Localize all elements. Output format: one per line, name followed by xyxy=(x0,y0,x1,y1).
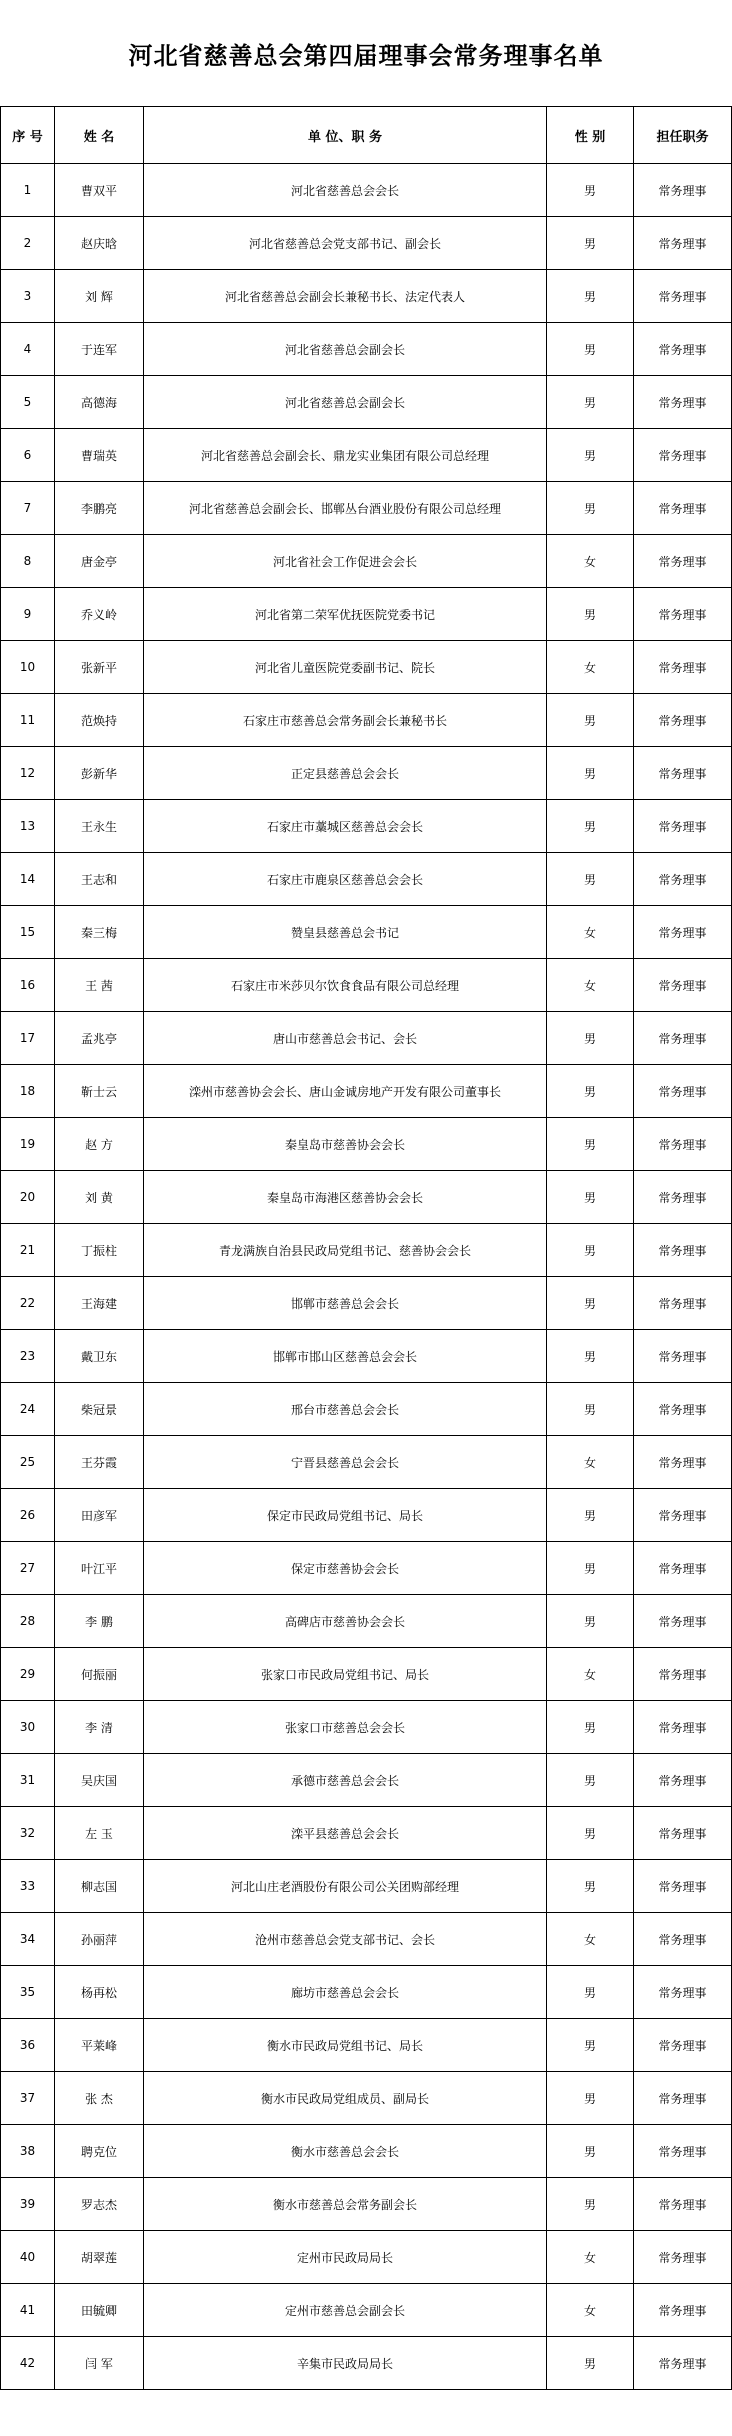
cell-gender: 男 xyxy=(547,1754,634,1807)
table-row xyxy=(1,853,732,906)
cell-index: 27 xyxy=(1,1542,55,1595)
table-row xyxy=(1,1966,732,2019)
cell-name: 王志和 xyxy=(55,853,144,906)
cell-organization-position: 正定县慈善总会会长 xyxy=(144,747,547,800)
table-row xyxy=(1,2284,732,2337)
table-header-row xyxy=(1,107,732,164)
cell-index: 8 xyxy=(1,535,55,588)
cell-organization-position: 河北省第二荣军优抚医院党委书记 xyxy=(144,588,547,641)
cell-role: 常务理事 xyxy=(634,164,732,217)
cell-gender: 男 xyxy=(547,800,634,853)
table-row xyxy=(1,1224,732,1277)
cell-index: 12 xyxy=(1,747,55,800)
cell-name: 李鹏亮 xyxy=(55,482,144,535)
table-row xyxy=(1,1807,732,1860)
cell-index: 1 xyxy=(1,164,55,217)
cell-role: 常务理事 xyxy=(634,1383,732,1436)
cell-organization-position: 衡水市民政局党组成员、副局长 xyxy=(144,2072,547,2125)
table-row xyxy=(1,2019,732,2072)
table-row xyxy=(1,376,732,429)
cell-gender: 男 xyxy=(547,1383,634,1436)
cell-role: 常务理事 xyxy=(634,588,732,641)
cell-gender: 男 xyxy=(547,1277,634,1330)
table-row xyxy=(1,1065,732,1118)
cell-role: 常务理事 xyxy=(634,482,732,535)
cell-index: 32 xyxy=(1,1807,55,1860)
table-row xyxy=(1,1542,732,1595)
cell-role: 常务理事 xyxy=(634,1701,732,1754)
cell-organization-position: 保定市民政局党组书记、局长 xyxy=(144,1489,547,1542)
table-row xyxy=(1,270,732,323)
table-row xyxy=(1,1171,732,1224)
cell-index: 3 xyxy=(1,270,55,323)
cell-role: 常务理事 xyxy=(634,694,732,747)
cell-gender: 女 xyxy=(547,1913,634,1966)
cell-role: 常务理事 xyxy=(634,535,732,588)
cell-role: 常务理事 xyxy=(634,1966,732,2019)
cell-gender: 男 xyxy=(547,429,634,482)
cell-organization-position: 保定市慈善协会会长 xyxy=(144,1542,547,1595)
cell-role: 常务理事 xyxy=(634,217,732,270)
cell-gender: 男 xyxy=(547,2125,634,2178)
cell-organization-position: 河北省慈善总会副会长兼秘书长、法定代表人 xyxy=(144,270,547,323)
cell-gender: 女 xyxy=(547,2284,634,2337)
cell-name: 张 杰 xyxy=(55,2072,144,2125)
cell-organization-position: 河北省慈善总会会长 xyxy=(144,164,547,217)
cell-role: 常务理事 xyxy=(634,1542,732,1595)
cell-index: 13 xyxy=(1,800,55,853)
cell-name: 张新平 xyxy=(55,641,144,694)
cell-index: 5 xyxy=(1,376,55,429)
table-row xyxy=(1,1436,732,1489)
cell-role: 常务理事 xyxy=(634,2178,732,2231)
table-row xyxy=(1,217,732,270)
cell-index: 26 xyxy=(1,1489,55,1542)
cell-name: 柳志国 xyxy=(55,1860,144,1913)
cell-organization-position: 河北省慈善总会副会长、邯郸丛台酒业股份有限公司总经理 xyxy=(144,482,547,535)
cell-index: 11 xyxy=(1,694,55,747)
table-row xyxy=(1,1701,732,1754)
table-row xyxy=(1,588,732,641)
cell-role: 常务理事 xyxy=(634,1913,732,1966)
cell-role: 常务理事 xyxy=(634,1224,732,1277)
cell-gender: 男 xyxy=(547,1701,634,1754)
cell-name: 孟兆亭 xyxy=(55,1012,144,1065)
cell-name: 王芬霞 xyxy=(55,1436,144,1489)
cell-index: 21 xyxy=(1,1224,55,1277)
cell-index: 34 xyxy=(1,1913,55,1966)
cell-name: 胡翠莲 xyxy=(55,2231,144,2284)
cell-organization-position: 承德市慈善总会会长 xyxy=(144,1754,547,1807)
cell-index: 9 xyxy=(1,588,55,641)
cell-name: 彭新华 xyxy=(55,747,144,800)
cell-organization-position: 河北省社会工作促进会会长 xyxy=(144,535,547,588)
cell-name: 李 鹏 xyxy=(55,1595,144,1648)
cell-organization-position: 衡水市民政局党组书记、局长 xyxy=(144,2019,547,2072)
cell-index: 14 xyxy=(1,853,55,906)
cell-gender: 男 xyxy=(547,1966,634,2019)
cell-organization-position: 邢台市慈善总会会长 xyxy=(144,1383,547,1436)
cell-gender: 男 xyxy=(547,1542,634,1595)
cell-role: 常务理事 xyxy=(634,1436,732,1489)
table-row xyxy=(1,1277,732,1330)
cell-organization-position: 沧州市慈善总会党支部书记、会长 xyxy=(144,1913,547,1966)
cell-index: 19 xyxy=(1,1118,55,1171)
cell-role: 常务理事 xyxy=(634,2019,732,2072)
cell-organization-position: 河北省儿童医院党委副书记、院长 xyxy=(144,641,547,694)
table-row xyxy=(1,747,732,800)
table-row xyxy=(1,1913,732,1966)
cell-name: 曹双平 xyxy=(55,164,144,217)
cell-name: 范焕持 xyxy=(55,694,144,747)
cell-gender: 男 xyxy=(547,1807,634,1860)
cell-name: 罗志杰 xyxy=(55,2178,144,2231)
cell-gender: 女 xyxy=(547,1648,634,1701)
cell-organization-position: 河北山庄老酒股份有限公司公关团购部经理 xyxy=(144,1860,547,1913)
cell-organization-position: 河北省慈善总会党支部书记、副会长 xyxy=(144,217,547,270)
cell-index: 29 xyxy=(1,1648,55,1701)
cell-index: 23 xyxy=(1,1330,55,1383)
cell-gender: 男 xyxy=(547,694,634,747)
cell-index: 7 xyxy=(1,482,55,535)
cell-name: 闫 军 xyxy=(55,2337,144,2390)
cell-role: 常务理事 xyxy=(634,2337,732,2390)
cell-role: 常务理事 xyxy=(634,747,732,800)
cell-index: 22 xyxy=(1,1277,55,1330)
cell-gender: 男 xyxy=(547,217,634,270)
cell-gender: 男 xyxy=(547,1489,634,1542)
cell-organization-position: 石家庄市鹿泉区慈善总会会长 xyxy=(144,853,547,906)
cell-role: 常务理事 xyxy=(634,1171,732,1224)
cell-index: 42 xyxy=(1,2337,55,2390)
cell-role: 常务理事 xyxy=(634,270,732,323)
cell-name: 田毓卿 xyxy=(55,2284,144,2337)
cell-organization-position: 石家庄市慈善总会常务副会长兼秘书长 xyxy=(144,694,547,747)
cell-role: 常务理事 xyxy=(634,800,732,853)
cell-gender: 男 xyxy=(547,1224,634,1277)
cell-index: 35 xyxy=(1,1966,55,2019)
cell-gender: 男 xyxy=(547,376,634,429)
cell-index: 15 xyxy=(1,906,55,959)
cell-index: 36 xyxy=(1,2019,55,2072)
cell-role: 常务理事 xyxy=(634,2072,732,2125)
cell-index: 40 xyxy=(1,2231,55,2284)
table-row xyxy=(1,800,732,853)
cell-name: 平莱峰 xyxy=(55,2019,144,2072)
cell-gender: 女 xyxy=(547,1436,634,1489)
cell-organization-position: 衡水市慈善总会会长 xyxy=(144,2125,547,2178)
cell-role: 常务理事 xyxy=(634,2125,732,2178)
cell-role: 常务理事 xyxy=(634,1012,732,1065)
table-row xyxy=(1,2337,732,2390)
cell-organization-position: 衡水市慈善总会常务副会长 xyxy=(144,2178,547,2231)
cell-gender: 女 xyxy=(547,535,634,588)
cell-role: 常务理事 xyxy=(634,1754,732,1807)
table-row xyxy=(1,535,732,588)
cell-role: 常务理事 xyxy=(634,906,732,959)
cell-index: 33 xyxy=(1,1860,55,1913)
cell-name: 于连军 xyxy=(55,323,144,376)
table-row xyxy=(1,2178,732,2231)
cell-organization-position: 高碑店市慈善协会会长 xyxy=(144,1595,547,1648)
cell-index: 16 xyxy=(1,959,55,1012)
cell-organization-position: 廊坊市慈善总会会长 xyxy=(144,1966,547,2019)
cell-name: 孙丽萍 xyxy=(55,1913,144,1966)
cell-role: 常务理事 xyxy=(634,1277,732,1330)
cell-name: 左 玉 xyxy=(55,1807,144,1860)
cell-name: 王 茜 xyxy=(55,959,144,1012)
cell-organization-position: 石家庄市米莎贝尔饮食食品有限公司总经理 xyxy=(144,959,547,1012)
cell-organization-position: 辛集市民政局局长 xyxy=(144,2337,547,2390)
table-row xyxy=(1,1595,732,1648)
cell-index: 24 xyxy=(1,1383,55,1436)
cell-role: 常务理事 xyxy=(634,1860,732,1913)
cell-role: 常务理事 xyxy=(634,1595,732,1648)
cell-name: 靳士云 xyxy=(55,1065,144,1118)
cell-name: 刘 辉 xyxy=(55,270,144,323)
cell-gender: 男 xyxy=(547,1171,634,1224)
cell-role: 常务理事 xyxy=(634,641,732,694)
cell-role: 常务理事 xyxy=(634,376,732,429)
cell-gender: 男 xyxy=(547,1330,634,1383)
cell-organization-position: 河北省慈善总会副会长 xyxy=(144,376,547,429)
cell-role: 常务理事 xyxy=(634,1489,732,1542)
cell-name: 乔义岭 xyxy=(55,588,144,641)
cell-name: 聘克位 xyxy=(55,2125,144,2178)
table-row xyxy=(1,694,732,747)
cell-name: 唐金亭 xyxy=(55,535,144,588)
cell-name: 高德海 xyxy=(55,376,144,429)
table-row xyxy=(1,1860,732,1913)
cell-index: 38 xyxy=(1,2125,55,2178)
cell-index: 30 xyxy=(1,1701,55,1754)
cell-gender: 女 xyxy=(547,641,634,694)
cell-organization-position: 定州市慈善总会副会长 xyxy=(144,2284,547,2337)
cell-gender: 女 xyxy=(547,2231,634,2284)
cell-organization-position: 石家庄市藁城区慈善总会会长 xyxy=(144,800,547,853)
cell-index: 20 xyxy=(1,1171,55,1224)
cell-gender: 男 xyxy=(547,1012,634,1065)
table-row xyxy=(1,1648,732,1701)
cell-role: 常务理事 xyxy=(634,323,732,376)
cell-organization-position: 邯郸市邯山区慈善总会会长 xyxy=(144,1330,547,1383)
cell-role: 常务理事 xyxy=(634,2231,732,2284)
table-row xyxy=(1,429,732,482)
cell-gender: 男 xyxy=(547,482,634,535)
cell-gender: 男 xyxy=(547,1595,634,1648)
cell-index: 39 xyxy=(1,2178,55,2231)
cell-name: 何振丽 xyxy=(55,1648,144,1701)
cell-index: 28 xyxy=(1,1595,55,1648)
cell-role: 常务理事 xyxy=(634,1807,732,1860)
cell-index: 18 xyxy=(1,1065,55,1118)
table-row xyxy=(1,906,732,959)
cell-organization-position: 滦平县慈善总会会长 xyxy=(144,1807,547,1860)
cell-role: 常务理事 xyxy=(634,2284,732,2337)
table-row xyxy=(1,641,732,694)
cell-gender: 男 xyxy=(547,853,634,906)
cell-name: 赵庆晗 xyxy=(55,217,144,270)
cell-gender: 男 xyxy=(547,323,634,376)
table-row xyxy=(1,1489,732,1542)
table-row xyxy=(1,323,732,376)
cell-organization-position: 张家口市慈善总会会长 xyxy=(144,1701,547,1754)
cell-gender: 男 xyxy=(547,2178,634,2231)
cell-gender: 男 xyxy=(547,1860,634,1913)
cell-index: 4 xyxy=(1,323,55,376)
cell-gender: 男 xyxy=(547,2337,634,2390)
table-row xyxy=(1,164,732,217)
cell-gender: 男 xyxy=(547,164,634,217)
cell-role: 常务理事 xyxy=(634,853,732,906)
cell-name: 丁振柱 xyxy=(55,1224,144,1277)
cell-gender: 男 xyxy=(547,747,634,800)
cell-organization-position: 赞皇县慈善总会书记 xyxy=(144,906,547,959)
cell-index: 31 xyxy=(1,1754,55,1807)
table-row xyxy=(1,2231,732,2284)
cell-organization-position: 邯郸市慈善总会会长 xyxy=(144,1277,547,1330)
cell-gender: 女 xyxy=(547,959,634,1012)
header-name: 姓 名 xyxy=(55,107,144,164)
cell-role: 常务理事 xyxy=(634,1065,732,1118)
cell-gender: 男 xyxy=(547,2072,634,2125)
cell-index: 2 xyxy=(1,217,55,270)
table-row xyxy=(1,1383,732,1436)
cell-name: 曹瑞英 xyxy=(55,429,144,482)
cell-role: 常务理事 xyxy=(634,1330,732,1383)
member-table xyxy=(0,106,732,2390)
table-row xyxy=(1,1118,732,1171)
cell-index: 25 xyxy=(1,1436,55,1489)
cell-role: 常务理事 xyxy=(634,429,732,482)
cell-role: 常务理事 xyxy=(634,959,732,1012)
cell-organization-position: 青龙满族自治县民政局党组书记、慈善协会会长 xyxy=(144,1224,547,1277)
cell-organization-position: 秦皇岛市海港区慈善协会会长 xyxy=(144,1171,547,1224)
table-row xyxy=(1,1330,732,1383)
table-row xyxy=(1,959,732,1012)
cell-name: 叶江平 xyxy=(55,1542,144,1595)
table-row xyxy=(1,2072,732,2125)
cell-name: 柴冠景 xyxy=(55,1383,144,1436)
cell-name: 吴庆国 xyxy=(55,1754,144,1807)
table-row xyxy=(1,1012,732,1065)
cell-role: 常务理事 xyxy=(634,1118,732,1171)
cell-organization-position: 唐山市慈善总会书记、会长 xyxy=(144,1012,547,1065)
cell-name: 戴卫东 xyxy=(55,1330,144,1383)
cell-name: 刘 黄 xyxy=(55,1171,144,1224)
cell-organization-position: 河北省慈善总会副会长、鼎龙实业集团有限公司总经理 xyxy=(144,429,547,482)
cell-gender: 男 xyxy=(547,588,634,641)
header-gender: 性 别 xyxy=(547,107,634,164)
cell-gender: 男 xyxy=(547,1118,634,1171)
cell-index: 41 xyxy=(1,2284,55,2337)
table-row xyxy=(1,1754,732,1807)
table-body xyxy=(1,164,732,2390)
cell-organization-position: 定州市民政局局长 xyxy=(144,2231,547,2284)
cell-organization-position: 滦州市慈善协会会长、唐山金诚房地产开发有限公司董事长 xyxy=(144,1065,547,1118)
cell-gender: 男 xyxy=(547,2019,634,2072)
document-title: 河北省慈善总会第四届理事会常务理事名单 xyxy=(128,40,604,70)
cell-organization-position: 河北省慈善总会副会长 xyxy=(144,323,547,376)
cell-index: 10 xyxy=(1,641,55,694)
cell-index: 6 xyxy=(1,429,55,482)
cell-name: 杨再松 xyxy=(55,1966,144,2019)
table-row xyxy=(1,2125,732,2178)
header-organization-position: 单 位、职 务 xyxy=(144,107,547,164)
cell-index: 37 xyxy=(1,2072,55,2125)
cell-name: 李 清 xyxy=(55,1701,144,1754)
cell-name: 王永生 xyxy=(55,800,144,853)
table-row xyxy=(1,482,732,535)
header-index: 序 号 xyxy=(1,107,55,164)
cell-name: 秦三梅 xyxy=(55,906,144,959)
cell-organization-position: 宁晋县慈善总会会长 xyxy=(144,1436,547,1489)
cell-gender: 男 xyxy=(547,1065,634,1118)
header-role: 担任职务 xyxy=(634,107,732,164)
cell-organization-position: 张家口市民政局党组书记、局长 xyxy=(144,1648,547,1701)
cell-gender: 男 xyxy=(547,270,634,323)
cell-name: 田彦军 xyxy=(55,1489,144,1542)
cell-name: 赵 方 xyxy=(55,1118,144,1171)
cell-name: 王海建 xyxy=(55,1277,144,1330)
cell-index: 17 xyxy=(1,1012,55,1065)
cell-organization-position: 秦皇岛市慈善协会会长 xyxy=(144,1118,547,1171)
cell-role: 常务理事 xyxy=(634,1648,732,1701)
cell-gender: 女 xyxy=(547,906,634,959)
